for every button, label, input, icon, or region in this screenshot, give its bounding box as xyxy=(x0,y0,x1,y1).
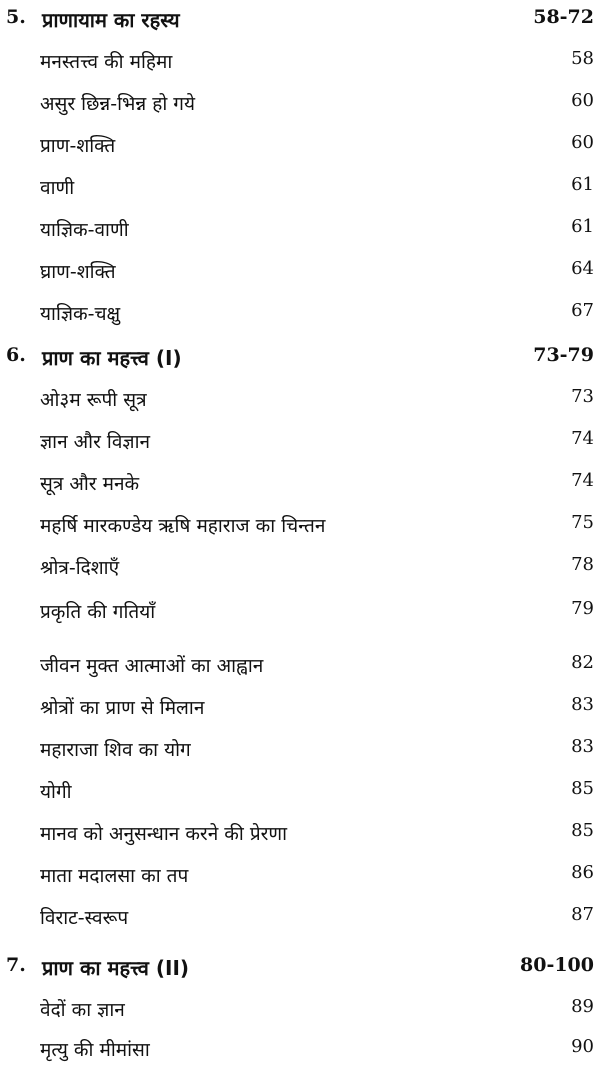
entry-page-number: 74 xyxy=(571,470,594,491)
entry-page-number: 78 xyxy=(571,554,594,575)
chapter-heading xyxy=(0,952,600,986)
entry-page-number: 64 xyxy=(571,258,594,279)
toc-entry xyxy=(0,426,600,460)
chapter-page-range: 58-72 xyxy=(533,6,594,28)
entry-title: ज्ञान और विज्ञान xyxy=(40,431,151,453)
entry-title: असुर छिन्न-भिन्न हो गये xyxy=(40,93,196,115)
toc-entry xyxy=(0,552,600,586)
entry-title: मानव को अनुसन्धान करने की प्रेरणा xyxy=(40,823,288,845)
toc-entry xyxy=(0,734,600,768)
chapter-page-range: 80-100 xyxy=(520,954,594,976)
entry-page-number: 67 xyxy=(571,300,594,321)
toc-entry xyxy=(0,468,600,502)
toc-entry xyxy=(0,776,600,810)
chapter-number: 7. xyxy=(6,954,26,976)
toc-entry xyxy=(0,88,600,122)
entry-title: जीवन मुक्त आत्माओं का आह्वान xyxy=(40,655,264,677)
entry-title: महर्षि मारकण्डेय ऋषि महाराज का चिन्तन xyxy=(40,515,326,537)
entry-page-number: 73 xyxy=(571,386,594,407)
chapter-number: 6. xyxy=(6,344,26,366)
entry-title: ओ३म रूपी सूत्र xyxy=(40,389,147,411)
chapter-title: प्राणायाम का रहस्य xyxy=(42,8,180,32)
entry-page-number: 79 xyxy=(571,598,594,619)
entry-page-number: 61 xyxy=(571,216,594,237)
entry-page-number: 83 xyxy=(571,694,594,715)
entry-title: वेदों का ज्ञान xyxy=(40,999,125,1021)
entry-title: महाराजा शिव का योग xyxy=(40,739,191,761)
toc-entry xyxy=(0,256,600,290)
entry-page-number: 85 xyxy=(571,820,594,841)
chapter-number: 5. xyxy=(6,6,26,28)
entry-page-number: 61 xyxy=(571,174,594,195)
entry-title: योगी xyxy=(40,781,72,803)
entry-title: सूत्र और मनके xyxy=(40,473,140,495)
toc-entry xyxy=(0,994,600,1028)
entry-title: विराट-स्वरूप xyxy=(40,907,129,929)
toc-entry xyxy=(0,510,600,544)
chapter-title: प्राण का महत्त्व (II) xyxy=(42,956,190,980)
entry-page-number: 82 xyxy=(571,652,594,673)
entry-title: माता मदालसा का तप xyxy=(40,865,189,887)
entry-page-number: 75 xyxy=(571,512,594,533)
toc-entry xyxy=(0,130,600,164)
toc-entry xyxy=(0,46,600,80)
entry-page-number: 58 xyxy=(571,48,594,69)
entry-title: मृत्यु की मीमांसा xyxy=(40,1039,150,1061)
entry-title: याज्ञिक-वाणी xyxy=(40,219,129,241)
entry-page-number: 74 xyxy=(571,428,594,449)
toc-entry xyxy=(0,384,600,418)
toc-entry xyxy=(0,650,600,684)
entry-title: प्रकृति की गतियाँ xyxy=(40,601,156,623)
entry-page-number: 83 xyxy=(571,736,594,757)
entry-page-number: 87 xyxy=(571,904,594,925)
entry-page-number: 60 xyxy=(571,90,594,111)
toc-entry xyxy=(0,692,600,726)
entry-page-number: 90 xyxy=(571,1036,594,1057)
entry-title: मनस्तत्त्व की महिमा xyxy=(40,51,173,73)
entry-page-number: 89 xyxy=(571,996,594,1017)
entry-title: श्रोत्रों का प्राण से मिलान xyxy=(40,697,205,719)
entry-title: प्राण-शक्ति xyxy=(40,135,116,157)
toc-entry xyxy=(0,596,600,630)
toc-entry xyxy=(0,214,600,248)
entry-title: श्रोत्र-दिशाएँ xyxy=(40,557,120,579)
chapter-heading xyxy=(0,4,600,38)
toc-entry xyxy=(0,902,600,936)
entry-page-number: 85 xyxy=(571,778,594,799)
toc-entry xyxy=(0,818,600,852)
chapter-title: प्राण का महत्त्व (I) xyxy=(42,346,182,370)
entry-page-number: 60 xyxy=(571,132,594,153)
chapter-page-range: 73-79 xyxy=(533,344,594,366)
chapter-heading xyxy=(0,342,600,376)
entry-title: वाणी xyxy=(40,177,75,199)
entry-page-number: 86 xyxy=(571,862,594,883)
entry-title: याज्ञिक-चक्षु xyxy=(40,303,121,325)
toc-entry xyxy=(0,1034,600,1068)
toc-entry xyxy=(0,298,600,332)
toc-entry xyxy=(0,860,600,894)
entry-title: घ्राण-शक्ति xyxy=(40,261,116,283)
toc-entry xyxy=(0,172,600,206)
